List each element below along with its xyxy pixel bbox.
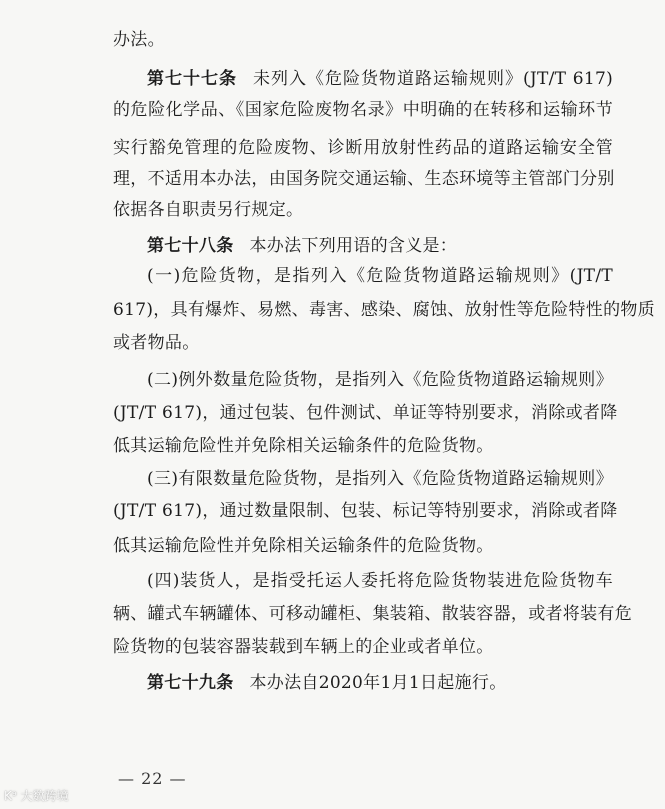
paragraph-line: (一)危险货物，是指列入《危险货物道路运输规则》(JT/T bbox=[147, 266, 613, 286]
paragraph-line: 低其运输危险性并免除相关运输条件的危险货物。 bbox=[113, 536, 494, 556]
paragraph-line: 低其运输危险性并免除相关运输条件的危险货物。 bbox=[113, 436, 494, 456]
article-77-heading: 第七十七条 bbox=[147, 69, 237, 89]
paragraph-line: 617)，具有爆炸、易燃、毒害、感染、腐蚀、放射性等危险特性的物质 bbox=[113, 300, 655, 320]
article-79-heading: 第七十九条 bbox=[147, 673, 234, 693]
paragraph-line: (三)有限数量危险货物，是指列入《危险货物道路运输规则》 bbox=[147, 469, 613, 489]
article-79-text: 本办法自2020年1月1日起施行。 bbox=[249, 673, 507, 693]
paragraph-line: 辆、罐式车辆罐体、可移动罐柜、集装箱、散装容器，或者将装有危 bbox=[113, 604, 632, 624]
paragraph-line: (二)例外数量危险货物，是指列入《危险货物道路运输规则》 bbox=[147, 370, 613, 390]
paragraph-line: 办法。 bbox=[113, 30, 165, 50]
paragraph-line: (JT/T 617)，通过包装、包件测试、单证等特别要求，消除或者降 bbox=[113, 403, 618, 423]
paragraph-line: 依据各自职责另行规定。 bbox=[113, 200, 304, 220]
paragraph-line: (JT/T 617)，通过数量限制、包装、标记等特别要求，消除或者降 bbox=[113, 501, 618, 521]
article-78-first-line bbox=[147, 236, 613, 256]
article-77-first-line bbox=[147, 69, 613, 89]
article-78-text: 本办法下列用语的含义是： bbox=[249, 236, 458, 256]
article-78-heading: 第七十八条 bbox=[147, 236, 234, 256]
article-77-text: 未列入《危险货物道路运输规则》(JT/T 617) bbox=[253, 69, 614, 89]
paragraph-line: 实行豁免管理的危险废物、诊断用放射性药品的道路运输安全管 bbox=[113, 138, 613, 158]
watermark-logo: K⁹ 大数跨境 bbox=[4, 789, 69, 803]
paragraph-line: (四)装货人，是指受托运人委托将危险货物装进危险货物车 bbox=[147, 571, 613, 591]
article-79-first-line bbox=[147, 673, 613, 693]
page-number: — 22 — bbox=[118, 769, 187, 788]
paragraph-line: 险货物的包装容器装载到车辆上的企业或者单位。 bbox=[113, 637, 494, 657]
paragraph-line: 理，不适用本办法，由国务院交通运输、生态环境等主管部门分别 bbox=[113, 169, 615, 189]
paragraph-line: 的危险化学品、《国家危险废物名录》中明确的在转移和运输环节 bbox=[113, 100, 613, 120]
paragraph-line: 或者物品。 bbox=[113, 333, 200, 353]
